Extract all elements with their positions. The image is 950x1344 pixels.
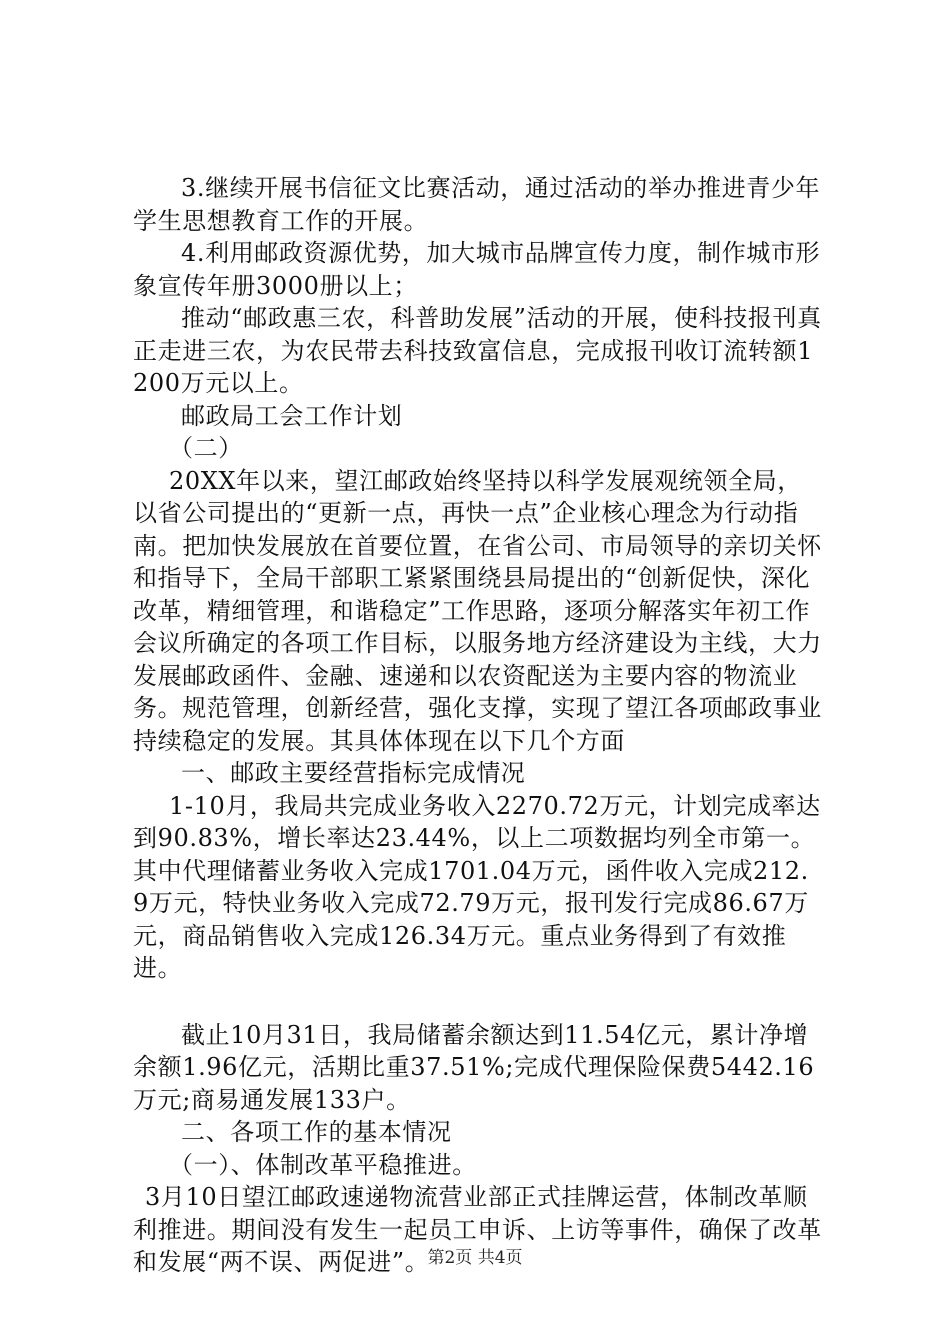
page-footer: 第2页 共4页	[427, 1248, 523, 1268]
section-number: （二）	[169, 434, 243, 462]
heading-business-indicators: 一、邮政主要经营指标完成情况	[181, 759, 526, 787]
paragraph-overview: 20XX年以来，望江邮政始终坚持以科学发展观统领全局，以省公司提出的“更新一点，再快一点”企业核心理念为行动指南。把加快发展放在首要位置，在省公司、市局领导的亲切关怀和指导下，全局干部职工紧紧围绕县局提出的“创新促快，深化改革，精细管理，和谐稳定”工作思路，逐项分解落实年初工作会议所确定的各项工作目标，以服务地方经济建设为主线，大力发展邮政函件、金融、速递和以农资配送为主要内容的物流业务。规范管理，创新经营，强化支撑，实现了望江各项邮政事业持续稳定的发展。其具体体现在以下几个方面	[133, 466, 822, 755]
paragraph-savings-stats: 截止10月31日，我局储蓄余额达到11.54亿元，累计净增余额1.96亿元，活期比重37.51%;完成代理保险保费5442.16万元;商易通发展133户。	[133, 1020, 815, 1114]
paragraph-item-4: 4.利用邮政资源优势，加大城市品牌宣传力度，制作城市形象宣传年册3000册以上；	[133, 239, 821, 300]
paragraph-revenue-stats: 1-10月，我局共完成业务收入2270.72万元，计划完成率达到90.83%，增长率达23.44%，以上二项数据均列全市第一。其中代理储蓄业务收入完成1701.04万元，函件收入完成212.9万元，特快业务收入完成72.79万元，报刊发行完成86.67万元，商品销售收入完成126.34万元。重点业务得到了有效推进。	[133, 791, 821, 982]
document-body	[133, 172, 823, 1279]
paragraph-spacer	[133, 985, 823, 1019]
section-title-union-plan: 邮政局工会工作计划	[181, 401, 403, 430]
paragraph-rural-promotion: 推动“邮政惠三农，科普助发展”活动的开展，使科技报刊真正走进三农，为农民带去科技致富信息，完成报刊收订流转额1200万元以上。	[133, 304, 822, 397]
subheading-reform: （一）、体制改革平稳推进。	[169, 1150, 477, 1179]
paragraph-item-3: 3.继续开展书信征文比赛活动，通过活动的举办推进青少年学生思想教育工作的开展。	[133, 174, 821, 235]
paragraph-reform-details: 3月10日望江邮政速递物流营业部正式挂牌运营，体制改革顺利推进。期间没有发生一起员工申诉、上访等事件，确保了改革和发展“两不误、两促进”。	[133, 1183, 822, 1276]
heading-work-status: 二、各项工作的基本情况	[181, 1118, 452, 1146]
